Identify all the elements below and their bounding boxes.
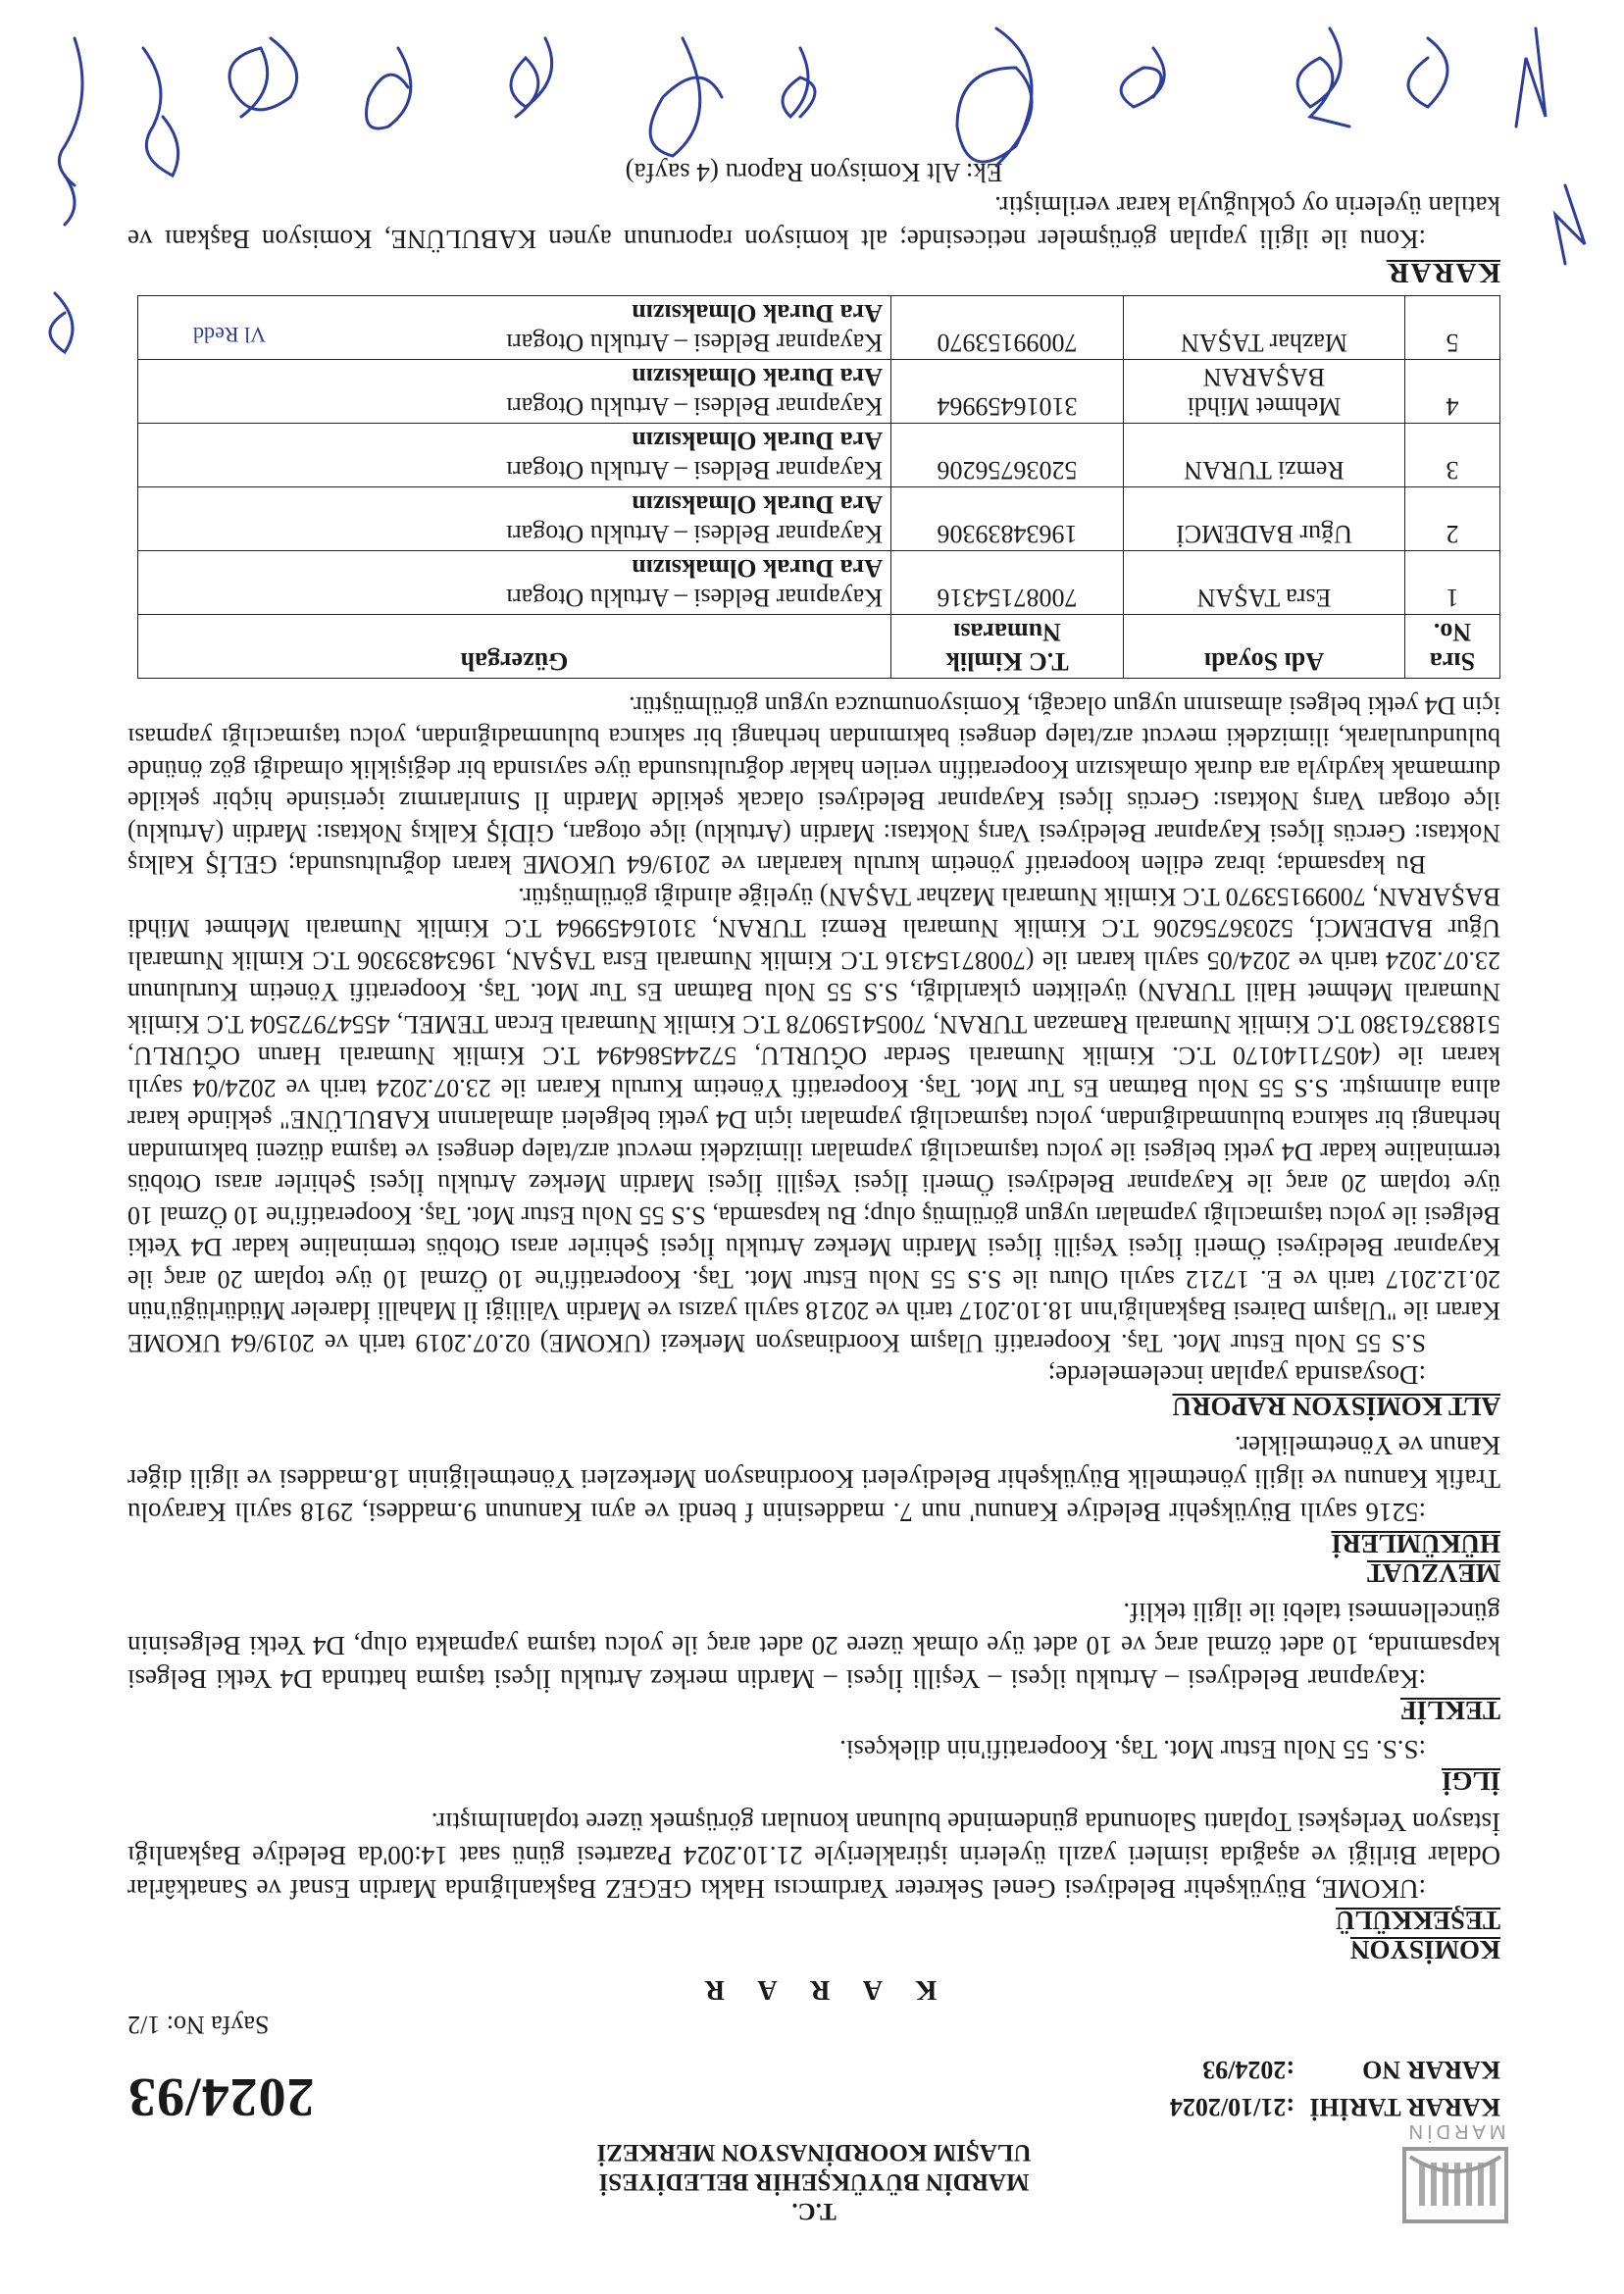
cell-route xyxy=(138,551,891,615)
alt-komisyon-paragraph-1: S.S 55 Nolu Estur Mot. Taş. Kooperatifi Ulaşım Koordinasyon Merkezi (UKOME) 02.07.2019 tarih ve 2019/64 UKOME Kararı ile "Ulaşım Dairesi Başkanlığı'nın 18.10.2017 tarih ve 20218 sayılı yazısı ve Mardin Valiliği İl Mahalli İdareler Müdürlüğü'nün 20.12.2017 tarih ve E. 17212 sayılı Oluru ile S.S 55 Nolu Estur Mot. Taş. Kooperatifi'ne 10 Özmal 10 üye toplam 20 araç ile Kayapınar Belediyesi Ömerli İlçesi Yeşilli İlçesi Mardin Merkez Artuklu İlçesi Şehirler arası Otobüs terminaline kadar D4 Yetki Belgesi ile yolcu taşımacılığı yapmaları uygun görülmüş olup; Bu kapsamda, S.S 55 Nolu Estur Mot. Taş. Kooperatifi'ne 10 Özmal 10 üye toplam 20 araç ile Kayapınar Belediyesi Ömerli İlçesi Yeşilli İlçesi Mardin Merkez Artuklu İlçesi Şehirler arası Otobüs terminaline kadar D4 yetki belgesi ile yolcu taşımacılığı yapmaları ilimizdeki mevcut arz/talep dengesi ve taşıma düzeni bakımından herhangi bir sakınca bulunmadığından, yolcu taşımacılığı yapmaları için D4 yetki belgeleri almalarının KABULÜNE" şeklinde karar alına alınmıştır. S.S 55 Nolu Batman Es Tur Mot. Taş. Kooperatifi Yönetim Kurulu Kararı ile 23.07.2024 tarih ve 2024/04 sayılı kararı ile (40571140170 T.C. Kimlik Numaralı Serdar OĞURLU, 57244586494 T.C Kimlik Numaralı Harun OĞURLU, 51883761380 T.C Kimlik Numaralı Ramazan TURAN, 70054159078 T.C Kimlik Numaralı Ercan TEMEL, 45547972504 T.C Kimlik Numaralı Mehmet Halil TURAN) üyelikten çıkarıldığı, S.S 55 Nolu Batman Es Tur Mot. Taş. Kooperatifi Yönetim Kurulunun 23.07.2024 tarih ve 2024/05 sayılı kararı ile (70087154316 T.C Kimlik Numaralı Esra TAŞAN, 19634839306 T.C Kimlik Numaralı Uğur BADEMCİ, 52036756206 T.C Kimlik Numaralı Remzi TURAN, 31016459964 T.C Kimlik Numaralı Mehmet Mihdi BAŞARAN, 70099153970 T.C Kimlik Numaralı Mazhar TAŞAN) üyeliğe alındığı görülmüştür. xyxy=(127,883,1500,1357)
route-note: Ara Durak Olmaksızın xyxy=(632,427,883,456)
cell-tc: 70087154316 xyxy=(891,551,1124,615)
route-text: Kayapınar Beldesi – Artuklu Otogarı xyxy=(505,520,883,549)
karar-heading: KARAR xyxy=(1386,257,1500,289)
cell-route xyxy=(138,360,891,424)
route-text: Kayapınar Beldesi – Artuklu Otogarı xyxy=(505,392,883,422)
page-number: Sayfa No: 1/2 xyxy=(127,2011,270,2039)
teklif-text: :Kayapınar Belediyesi – Artuklu ilçesi – Yeşilli İlçesi – Mardin merkez Artuklu İlçesi taşıma hattında D4 Yetki Belgesi kapsamında, 10 adet özmal araç ve 10 adet üye olmak üzere 20 adet araç ile yolcu taşıma yapmakta olup, D4 Yetki Belgesinin güncellenmesi talebi ile ilgili teklif. xyxy=(127,1598,1500,1694)
cell-route xyxy=(138,487,891,551)
cell-tc: 19634839306 xyxy=(891,487,1124,551)
signature-1 xyxy=(59,38,82,185)
table-row xyxy=(138,296,1500,360)
ilgi-text: :S.S. 55 Nolu Estur Mot. Taş. Kooperatifi'nin dilekçesi. xyxy=(839,1735,1426,1764)
route-text: Kayapınar Beldesi – Artuklu Otogarı xyxy=(505,456,883,485)
signature-10 xyxy=(1297,28,1349,127)
col-header-route: Güzergah xyxy=(138,615,891,679)
cell-tc: 52036756206 xyxy=(891,424,1124,487)
decision-meta xyxy=(127,2006,1500,2127)
header-block xyxy=(127,2137,1500,2225)
col-header-name: Adı Soyadı xyxy=(1124,615,1405,679)
signature-5 xyxy=(511,38,552,117)
alt-komisyon-paragraph-2: Bu kapsamda; ibraz edilen kooperatif yönetim kurulu kararları ve 2019/64 UKOME kararı doğrultusunda; GELİŞ Kalkış Noktası: Gercüs İlçesi Kayapınar Belediyesi Varış Noktası: Mardin (Artuklu) ilçe otogarı, GİDİŞ Kalkış Noktası: Mardin (Artuklu) ilçe otogarı Varış Noktası: Gercüs İlçesi Kayapınar Belediyesi olacak şekilde Mardin İl Sınırlarımız içerisinde hiçbir şekilde durmamak kaydıyla ara durak olmaksızın Kooperatifin verilen haklar doğrultusunda üye sayısında bir değişiklik olmadığı göz önünde bulundurularak, ilimizdeki mevcut arz/talep dengesi bakımından herhangi bir sakınca bulunmadığından, yolcu taşımacılığı yapması için D4 yetki belgesi almasının uygun olacağı, Komisyonumuzca uygun görülmüştür. xyxy=(127,691,1500,880)
signature-13 xyxy=(1555,185,1585,264)
route-note: Ara Durak Olmaksızın xyxy=(632,363,883,392)
document-body xyxy=(127,157,1506,2226)
cell-name: Esra TAŞAN xyxy=(1124,551,1405,615)
header-line-2: MARDİN BÜYÜKŞEHİR BELEDİYESİ xyxy=(598,2168,1030,2195)
signature-4 xyxy=(367,48,411,128)
signature-8 xyxy=(957,28,1032,166)
table-header-row xyxy=(138,615,1500,679)
signature-11 xyxy=(1408,38,1447,107)
cell-no: 4 xyxy=(1405,360,1500,424)
logo-text: MARDİN xyxy=(1404,2120,1506,2142)
cell-name: Mehmet Mihdi BAŞARAN xyxy=(1124,360,1405,424)
date-label: KARAR TARİHİ xyxy=(1309,2093,1500,2121)
col-header-tc: T.C Kimlik Numarası xyxy=(891,615,1124,679)
cell-route xyxy=(138,424,891,487)
number-label: KARAR NO xyxy=(1362,2056,1500,2084)
route-note: Ara Durak Olmaksızın xyxy=(632,299,883,329)
signature-15 xyxy=(65,176,75,225)
cell-name: Mazhar TAŞAN xyxy=(1124,296,1405,360)
mevzuat-heading-2: HÜKÜMLERİ xyxy=(1331,1529,1500,1558)
header-line-3: ULAŞIM KOORDİNASYON MERKEZİ xyxy=(596,2139,1032,2166)
col-header-no: Sıra No. xyxy=(1405,615,1500,679)
number-value: :2024/93 xyxy=(1202,2056,1294,2084)
mardin-logo-icon xyxy=(1391,2117,1520,2225)
signature-9 xyxy=(1121,48,1164,107)
handwritten-initials: Vl Redd xyxy=(193,323,266,347)
route-text: Kayapınar Beldesi – Artuklu Otogarı xyxy=(505,584,883,613)
signature-12 xyxy=(1516,28,1546,127)
signature-7 xyxy=(783,48,815,117)
document-title: K A R A R xyxy=(690,1974,938,2005)
table-row xyxy=(138,360,1500,424)
route-text: Kayapınar Beldesi – Artuklu Otogarı xyxy=(505,329,883,358)
cell-no: 1 xyxy=(1405,551,1500,615)
cell-name: Remzi TURAN xyxy=(1124,424,1405,487)
komisyon-heading-2: TEŞEKKÜLÜ xyxy=(1335,1906,1500,1935)
ilgi-heading: İLGİ xyxy=(1441,1766,1500,1796)
cell-tc: 31016459964 xyxy=(891,360,1124,424)
cell-no: 3 xyxy=(1405,424,1500,487)
signature-14 xyxy=(50,293,73,352)
alt-komisyon-intro: :Dosyasında yapılan incelemelerde; xyxy=(1047,1360,1426,1390)
table-row xyxy=(138,487,1500,551)
karar-text: :Konu ile ilgili yapılan görüşmeler neticesinde; alt komisyon raporunun aynen KABULÜNE, Komisyon Başkanı ve katılan üyelerin oy çokluğuyla karar verilmiştir. xyxy=(127,191,1500,255)
mevzuat-text: :5216 sayılı Büyükşehir Belediye Kanunu' nun 7. maddesinin f bendi ve aynı Kanunun 9.maddesi, 2918 sayılı Karayolu Trafik Kanunu ve ilgili yönetmelik Büyükşehir Belediyeleri Koordinasyon Merkezleri Yönetmeliğinin 18.maddesi ve ilgili diğer Kanun ve Yönetmelikler. xyxy=(127,1431,1500,1527)
table-row xyxy=(138,424,1500,487)
komisyon-heading-1: KOMİSYON xyxy=(1349,1935,1500,1964)
date-value: :21/10/2024 xyxy=(1169,2093,1294,2121)
alt-komisyon-heading: ALT KOMİSYON RAPORU xyxy=(1172,1392,1500,1421)
teklif-heading: TEKLİF xyxy=(1399,1696,1500,1725)
cell-no: 5 xyxy=(1405,296,1500,360)
attachment-note: Ek: Alt Komisyon Raporu (4 sayfa) xyxy=(625,158,1003,188)
cell-tc: 70099153970 xyxy=(891,296,1124,360)
table-row xyxy=(138,551,1500,615)
route-note: Ara Durak Olmaksızın xyxy=(632,554,883,584)
member-table xyxy=(137,296,1500,680)
route-note: Ara Durak Olmaksızın xyxy=(632,490,883,520)
decision-number-large: 2024/93 xyxy=(127,2066,315,2127)
signature-6 xyxy=(650,38,722,156)
komisyon-text: :UKOME, Büyükşehir Belediyesi Genel Sekreter Yardımcısı Hakkı GEGEZ Başkanlığında Mardin Esnaf ve Sanatkârlar Odalar Birliği ve aşağıda isimleri yazılı üyelerin iştirakleriyle 21.10.2024 Pazartesi günü saat 14:00'da Belediye Başkanlığı İstasyon Yerleşkesi Toplantı Salonunda gündeminde bulunan konuları görüşmek üzere toplanılmıştır. xyxy=(127,1808,1500,1904)
cell-no: 2 xyxy=(1405,487,1500,551)
signature-3 xyxy=(229,38,297,117)
cell-name: Uğur BADEMCİ xyxy=(1124,487,1405,551)
header-line-1: T.C. xyxy=(791,2198,837,2224)
mevzuat-heading-1: MEVZUAT xyxy=(1366,1558,1500,1588)
